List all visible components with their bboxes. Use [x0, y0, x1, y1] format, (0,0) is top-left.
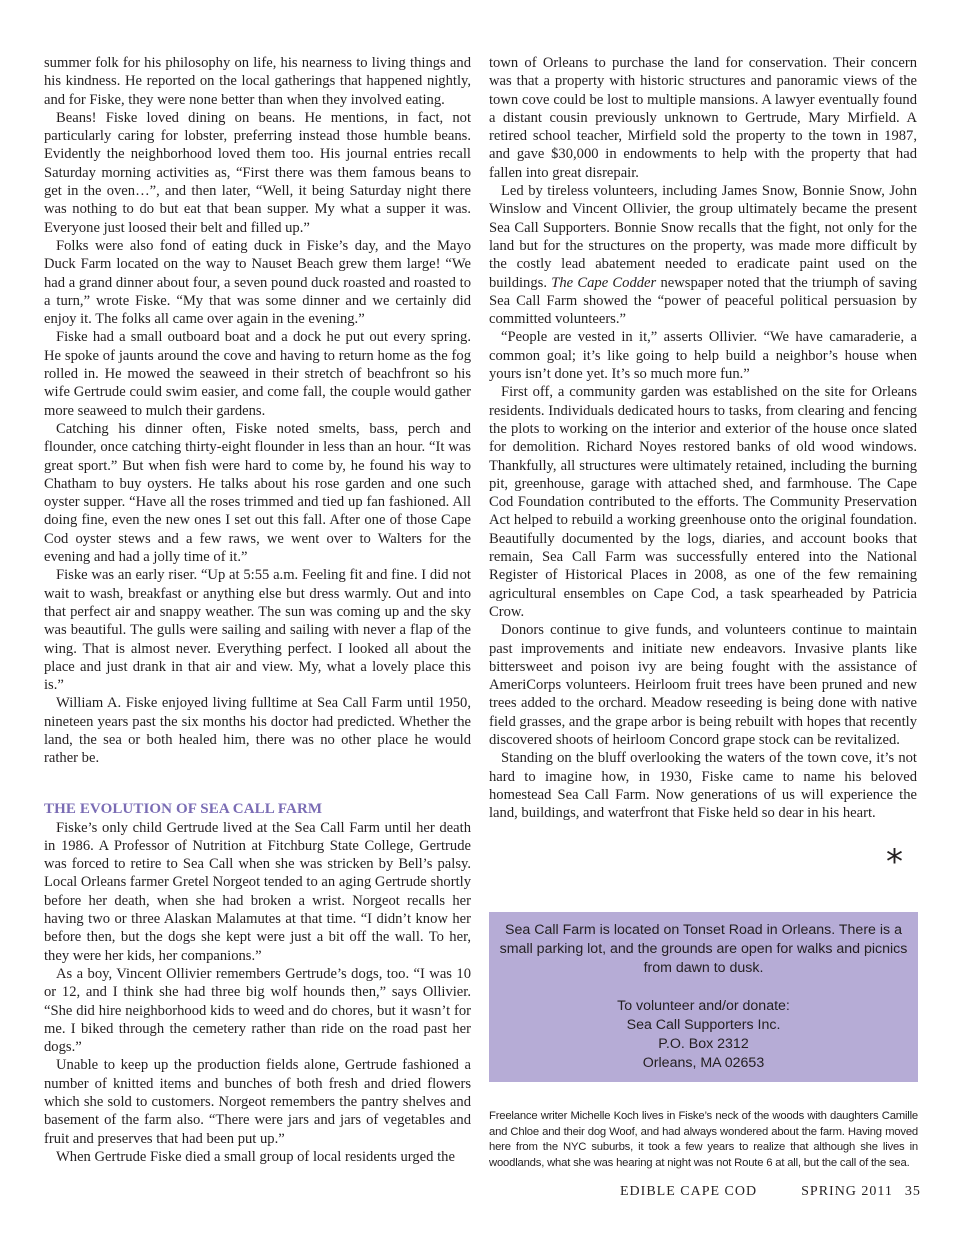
visitor-info-box — [489, 912, 918, 1082]
page-footer — [620, 1184, 921, 1200]
body-paragraph: Unable to keep up the production fields alone, Gertrude fashioned a number of knitted items and bunches of both fresh and dried flowers which she sold to customers. Norgeot remembers the pantry shelves and basement of the farm also. “There were jars and jars of vegetables and fruit and preserves that had been put up.” — [44, 1057, 471, 1147]
po-box: P.O. Box 2312 — [658, 1036, 749, 1052]
body-text: Led by tireless volunteers, including James Snow, Bonnie Snow, John Winslow and Vincent Ollivier, the group ultimately became the present Sea Call Supporters. Bonnie Snow recalls that the fight, not only for the land but for the structures on the property, was made more difficult by the costly lead abatement needed to eradicate paint used on the buildings. — [489, 183, 917, 291]
body-paragraph: Fiske had a small outboard boat and a dock he put out every spring. He spoke of jaunts around the cove and having to return home as the fog rolled in. He mowed the seaweed in their stretch of beachfront so his wife Gertrude could swim easier, and come fall, the couple would gather more seaweed to mulch their gardens. — [44, 329, 471, 419]
spacer — [499, 978, 908, 997]
right-column — [489, 54, 917, 822]
body-paragraph: When Gertrude Fiske died a small group of local residents urged the — [56, 1148, 455, 1165]
body-paragraph: Donors continue to give funds, and volunteers continue to maintain past improvements and initiate new endeavors. Invasive plants like bittersweet and poison ivy are being fought with the assistance of AmeriCorps volunteers. Heirloom fruit trees have been pruned and new trees added to the orchard. Meadow reseeding is being done with native field grasses, and the grape arbor is being rebuilt with hopes that recently discovered shoots of heirloom Concord grape stock can be revitalized. — [489, 622, 917, 748]
body-paragraph: As a boy, Vincent Ollivier remembers Gertrude’s dogs, too. “I was 10 or 12, and I think she had three big wolf hounds then,” says Ollivier. “She did hire neighborhood kids to weed and do chores, but it wasn’t for me. I biked through the cemetery rather than ride on the road past her dogs.” — [44, 965, 471, 1056]
newspaper-title: The Cape Codder — [551, 274, 657, 291]
visit-info-text: Sea Call Farm is located on Tonset Road in Orleans. There is a small parking lot, and the grounds are open for walks and picnics from dawn to dusk. — [499, 922, 908, 976]
publication-name: EDIBLE CAPE COD — [620, 1184, 758, 1199]
body-paragraph — [489, 182, 917, 328]
body-paragraph: Folks were also fond of eating duck in Fiske’s day, and the Mayo Duck Farm located on the way to Nauset Beach grew them large! “We had a grand dinner about four, a seven pound duck roasted and roasted to a turn,” wrote Fiske. “My that was some dinner and we certainly did enjoy it. The folks all came over again in the evening.” — [44, 237, 471, 328]
donate-heading: To volunteer and/or donate: — [617, 998, 790, 1014]
body-paragraph: summer folk for his philosophy on life, his nearness to living things and his kindness. He reported on the local gatherings that happened nightly, and for Fiske, they were none better than when they involved eating. — [44, 55, 471, 108]
body-text: newspaper noted that the triumph of saving Sea Call Farm showed the “power of peaceful political persuasion by committed volunteers.” — [489, 274, 917, 328]
body-paragraph: Beans! Fiske loved dining on beans. He mentions, in fact, not particularly caring for lobster, preferring instead those humble beans. Evidently the neighborhood loved them too. His journal entries recall Saturday morning activities as, “First there was them famous beans to get in the oven…”, and then later, “Well, it being Saturday night there was nothing to do but eat that bean supper. My what a supper it was. Everyone just loosed their belt and filled up.” — [44, 109, 471, 236]
body-paragraph: Fiske’s only child Gertrude lived at the Sea Call Farm until her death in 1986. A Professor of Nutrition at Fitchburg State College, Gertrude was forced to retire to Sea Call when she was stricken by Bell’s palsy. Local Orleans farmer Gretel Norgeot tended to an aging Gertrude shortly before her death, when she had broken a wrist. Norgeot recalls her having two or three Alaskan Malamutes at that time. “I didn’t know her before then, but the dogs she kept were just a bit off the wall. To her, they were her kids, her companions.” — [44, 819, 471, 964]
org-name: Sea Call Supporters Inc. — [626, 1017, 781, 1033]
end-of-article-asterisk-icon: * — [886, 842, 903, 882]
body-paragraph: “People are vested in it,” asserts Ollivier. “We have camaraderie, a common goal; it’s like going to help build a neighbor’s house when yours isn’t done yet. It’s so much more fun.” — [489, 329, 917, 383]
body-paragraph: Standing on the bluff overlooking the waters of the town cove, it’s not hard to imagine how, in 1930, Fiske came to name his beloved homestead Sea Call Farm. Now generations of us will experience the land, buildings, and waterfront that Fiske held so dear in his heart. — [489, 750, 917, 822]
left-column — [44, 54, 471, 1166]
body-paragraph: town of Orleans to purchase the land for conservation. Their concern was that a property with historic structures and panoramic views of the town cove could be lost to multiple mansions. A lawyer eventually found a distant cousin previously unknown to Gertrude, Mary Mirfield. A retired school teacher, Mirfield sold the property to the town in 1987, and gave $30,000 in endowments to help with the property that had fallen into great disrepair. — [489, 55, 917, 181]
page-number: 35 — [904, 1184, 921, 1199]
author-bio: Freelance writer Michelle Koch lives in Fiske’s neck of the woods with daughters Camille and Chloe and their dog Woof, and had always wondered about the farm. Having moved here from the NYC suburbs, it took a few years to realize that although she lives in woodlands, what she was hearing at night was not Route 6 at all, but the call of the sea. — [489, 1110, 918, 1169]
body-paragraph: William A. Fiske enjoyed living fulltime at Sea Call Farm until 1950, nineteen years past the six months his doctor had predicted. Whether the land, the sea or both healed him, there was no other place he would rather be. — [44, 695, 471, 767]
section-heading: THE EVOLUTION OF SEA CALL FARM — [44, 800, 323, 817]
body-paragraph: Fiske was an early riser. “Up at 5:55 a.m. Feeling fit and fine. I did not wait to wash, breakfast or anything else but dress warmly. Out and into that perfect air and snappy weather. The sun was coming up and the sky was beautiful. The gulls were sailing and sailing with never a flap of the wing. That is almost never. Everything perfect. I looked all about the place and just drank in that air and view. My, what a lovely place this is.” — [44, 567, 471, 694]
city-state-zip: Orleans, MA 02653 — [642, 1055, 765, 1071]
body-paragraph: Catching his dinner often, Fiske noted smelts, bass, perch and flounder, once catching thirty-eight flounder in less than an hour. “It was great sport.” But when fish were hard to come by, he found his way to Chatham to buy oysters. He talks about his rose garden and one such oyster supper. “Have all the roses trimmed and tied up fan fashioned. All doing fine, even the new ones I set out this fall. After one of those Cape Cod oyster stews and a few raws, we went over to Walters for the evening and had a jolly time of it.” — [44, 420, 471, 566]
issue-date: SPRING 2011 — [801, 1184, 893, 1199]
body-paragraph: First off, a community garden was established on the site for Orleans residents. Individuals dedicated hours to tasks, from clearing and fencing the plots to working on the interior and exterior of the house once slated for demolition. Richard Noyes restored banks of old wood windows. Thankfully, all structures were ultimately retained, including the burning pit, greenhouse, garage with attached shed, and farmhouse. The Cape Cod Foundation contributed to the efforts. The Community Preservation Act helped to rebuild a working greenhouse onto the original foundation. Beautifully documented by the logs, diaries, and account books that remain, Sea Call Farm was successfully entered into the National Register of Historical Places in 2008, as one of the few remaining agricultural ensembles on Cape Cod, a task spearheaded by Patricia Crow. — [489, 384, 917, 620]
